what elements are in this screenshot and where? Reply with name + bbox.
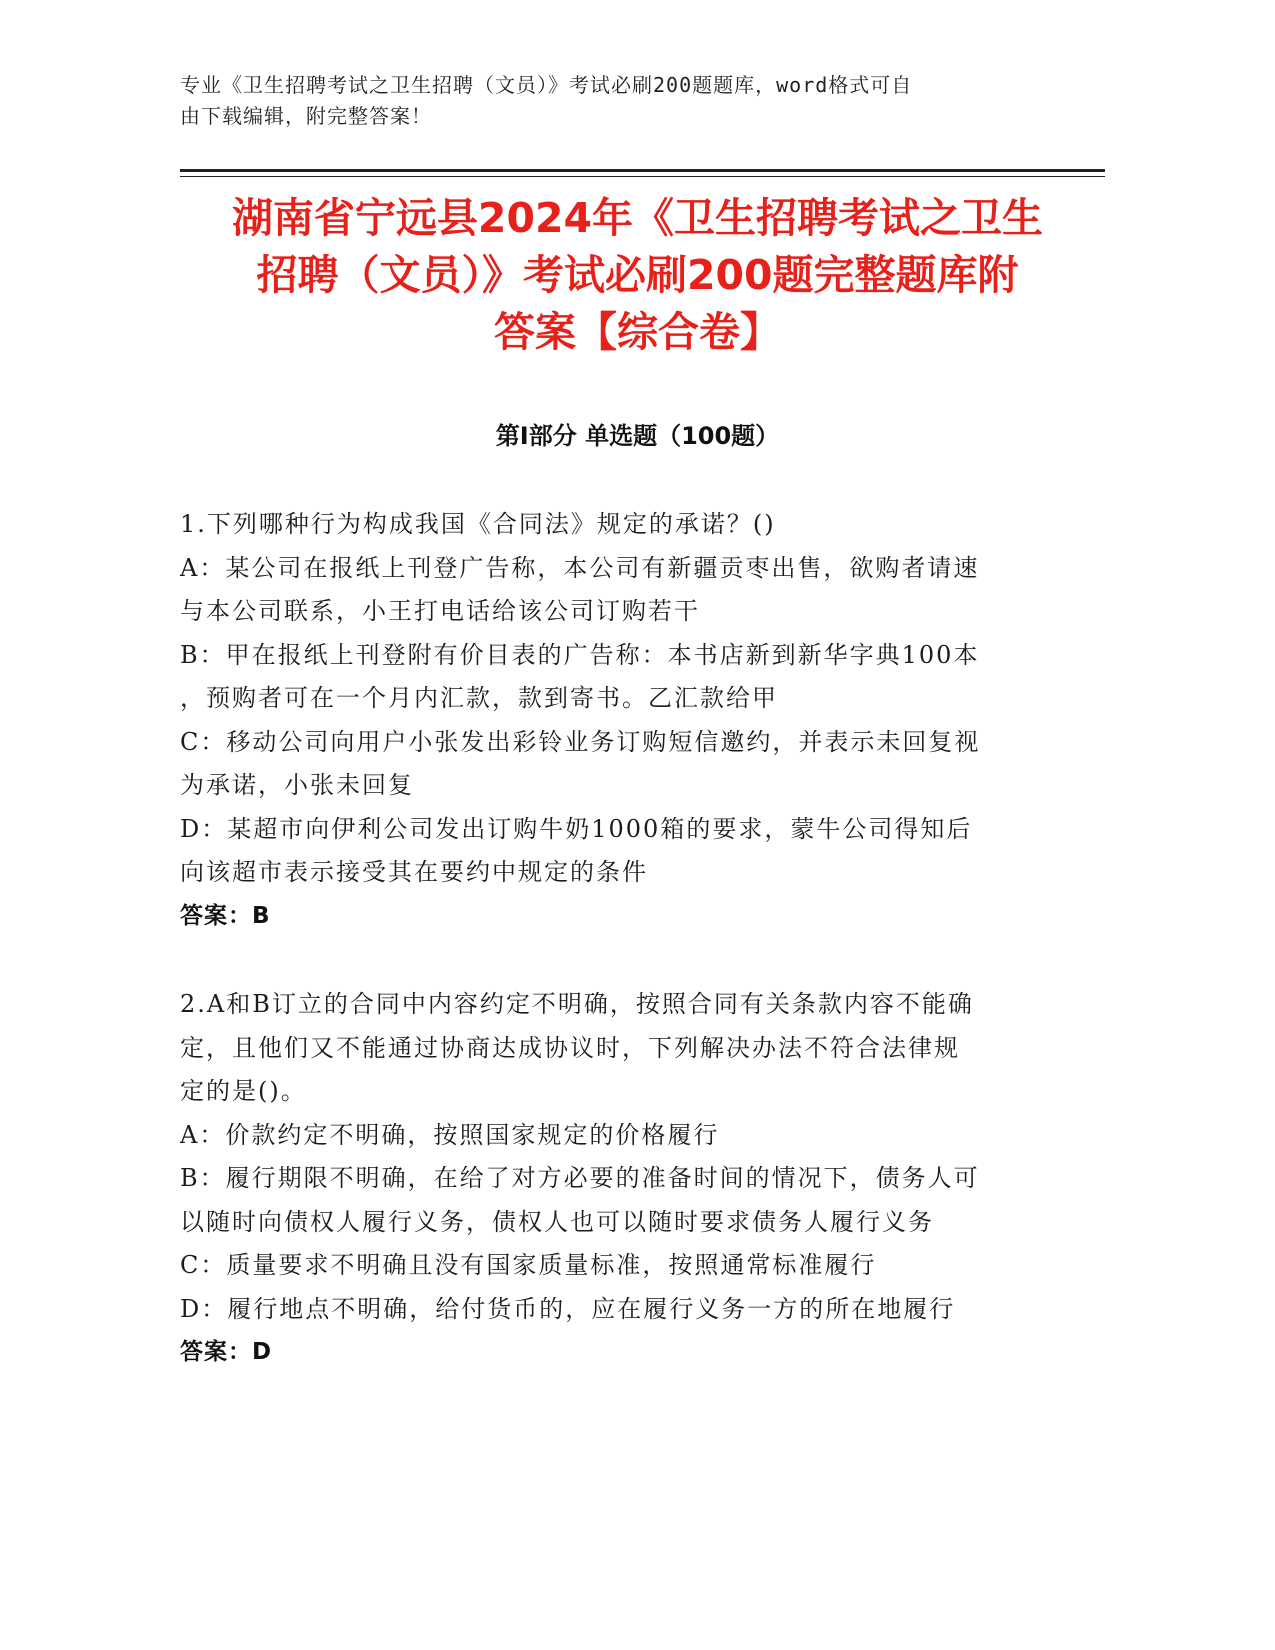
header-note	[180, 70, 1060, 132]
section-heading: 第Ⅰ部分 单选题（100题）	[495, 422, 780, 450]
option-a-continued: 与本公司联系，小王打电话给该公司订购若干	[180, 597, 700, 625]
option-d: D：履行地点不明确，给付货币的，应在履行义务一方的所在地履行	[180, 1294, 956, 1323]
option-a: A：某公司在报纸上刊登广告称，本公司有新疆贡枣出售，欲购者请速	[180, 553, 980, 582]
question-stem-continued: 定，且他们又不能通过协商达成协议时，下列解决办法不符合法律规	[180, 1033, 960, 1062]
question-stem-continued: 定的是()。	[180, 1077, 307, 1105]
header-divider-thick	[180, 169, 1105, 172]
option-d-continued: 向该超市表示接受其在要约中规定的条件	[180, 858, 648, 886]
option-c-continued: 为承诺，小张未回复	[180, 771, 414, 799]
option-b: B：履行期限不明确，在给了对方必要的准备时间的情况下，债务人可	[180, 1164, 980, 1192]
header-note-line: 专业《卫生招聘考试之卫生招聘（文员）》考试必刷200题题库，word格式可自	[180, 73, 913, 97]
option-c: C：质量要求不明确且没有国家质量标准，按照通常标准履行	[180, 1251, 877, 1279]
title-line: 招聘（文员）》考试必刷200题完整题库附	[256, 251, 1019, 299]
answer-line: 答案：B	[180, 902, 271, 929]
question-block	[180, 503, 1040, 938]
question-stem: 1.下列哪种行为构成我国《合同法》规定的承诺？()	[180, 510, 776, 538]
question-block	[180, 983, 1040, 1374]
option-b-continued: 以随时向债权人履行义务，债权人也可以随时要求债务人履行义务	[180, 1207, 934, 1236]
header-note-line: 由下载编辑，附完整答案！	[180, 104, 432, 128]
title-line: 湖南省宁远县2024年《卫生招聘考试之卫生	[231, 194, 1044, 242]
option-c: C：移动公司向用户小张发出彩铃业务订购短信邀约，并表示未回复视	[180, 727, 981, 756]
option-b-continued: ，预购者可在一个月内汇款，款到寄书。乙汇款给甲	[180, 684, 778, 712]
header-divider-thin	[180, 176, 1105, 177]
option-a: A：价款约定不明确，按照国家规定的价格履行	[180, 1120, 720, 1149]
document-title	[150, 190, 1125, 361]
option-d: D：某超市向伊利公司发出订购牛奶1000箱的要求，蒙牛公司得知后	[180, 814, 973, 843]
title-line: 答案【综合卷】	[494, 308, 781, 356]
question-stem: 2.A和B订立的合同中内容约定不明确，按照合同有关条款内容不能确	[180, 990, 974, 1018]
option-b: B：甲在报纸上刊登附有价目表的广告称：本书店新到新华字典100本	[180, 640, 980, 669]
answer-line: 答案：D	[180, 1339, 273, 1365]
